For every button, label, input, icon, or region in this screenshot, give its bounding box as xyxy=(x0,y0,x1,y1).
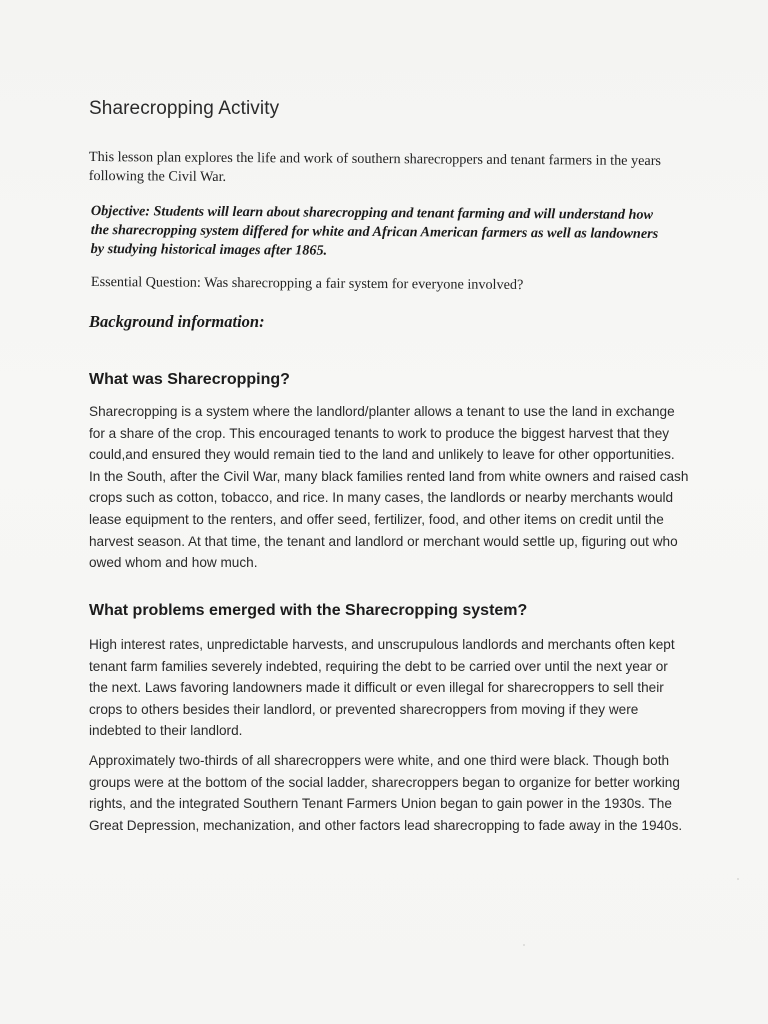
section-heading-problems: What problems emerged with the Sharecropping system? xyxy=(89,602,528,619)
section2-paragraph-2: Approximately two-thirds of all sharecroppers were white, and one third were black. Though both groups were at the bottom of the social ladder, sharecroppers began to organize for better working rights, and the integrated Southern Tenant Farmers Union began to gain power in the 1930s. The Great Depression, mechanization, and other factors lead sharecropping to fade away in the 1940s. xyxy=(89,753,683,833)
section2-paragraph-1: High interest rates, unpredictable harvests, and unscrupulous landlords and merchants often kept tenant farm families severely indebted, requiring the debt to be carried over until the next year or the next. Laws favoring landowners made it difficult or even illegal for sharecroppers to sell their crops to others besides their landlord, or prevented sharecroppers from moving if they were indebted to their landlord. xyxy=(89,637,675,739)
background-heading: Background information: xyxy=(89,312,265,331)
objective-paragraph: Objective: Students will learn about sharecropping and tenant farming and will understand how the sharecropping system differed for white and African American farmers as well as landowners by studying historical images after 1865. xyxy=(90,202,659,259)
scan-speck xyxy=(737,878,739,880)
document-title: Sharecropping Activity xyxy=(89,98,280,119)
scan-speck xyxy=(523,944,525,946)
section1-paragraph: Sharecropping is a system where the landlord/planter allows a tenant to use the land in exchange for a share of the crop. This encouraged tenants to work to produce the biggest harvest that they could,and ensured they would remain tied to the land and unlikely to leave for other opportunities. In the South, after the Civil War, many black families rented land from white owners and raised cash crops such as cotton, tobacco, and rice. In many cases, the landlords or nearby merchants would lease equipment to the renters, and offer seed, fertilizer, food, and other items on credit until the harvest season. At that time, the tenant and landlord or merchant would settle up, figuring out who owed whom and how much. xyxy=(89,404,689,571)
intro-paragraph: This lesson plan explores the life and work of southern sharecroppers and tenant farmers in the years following the Civil War. xyxy=(88,148,662,185)
essential-question: Essential Question: Was sharecropping a fair system for everyone involved? xyxy=(90,273,524,294)
section-heading-what-was-sharecropping: What was Sharecropping? xyxy=(89,371,290,388)
